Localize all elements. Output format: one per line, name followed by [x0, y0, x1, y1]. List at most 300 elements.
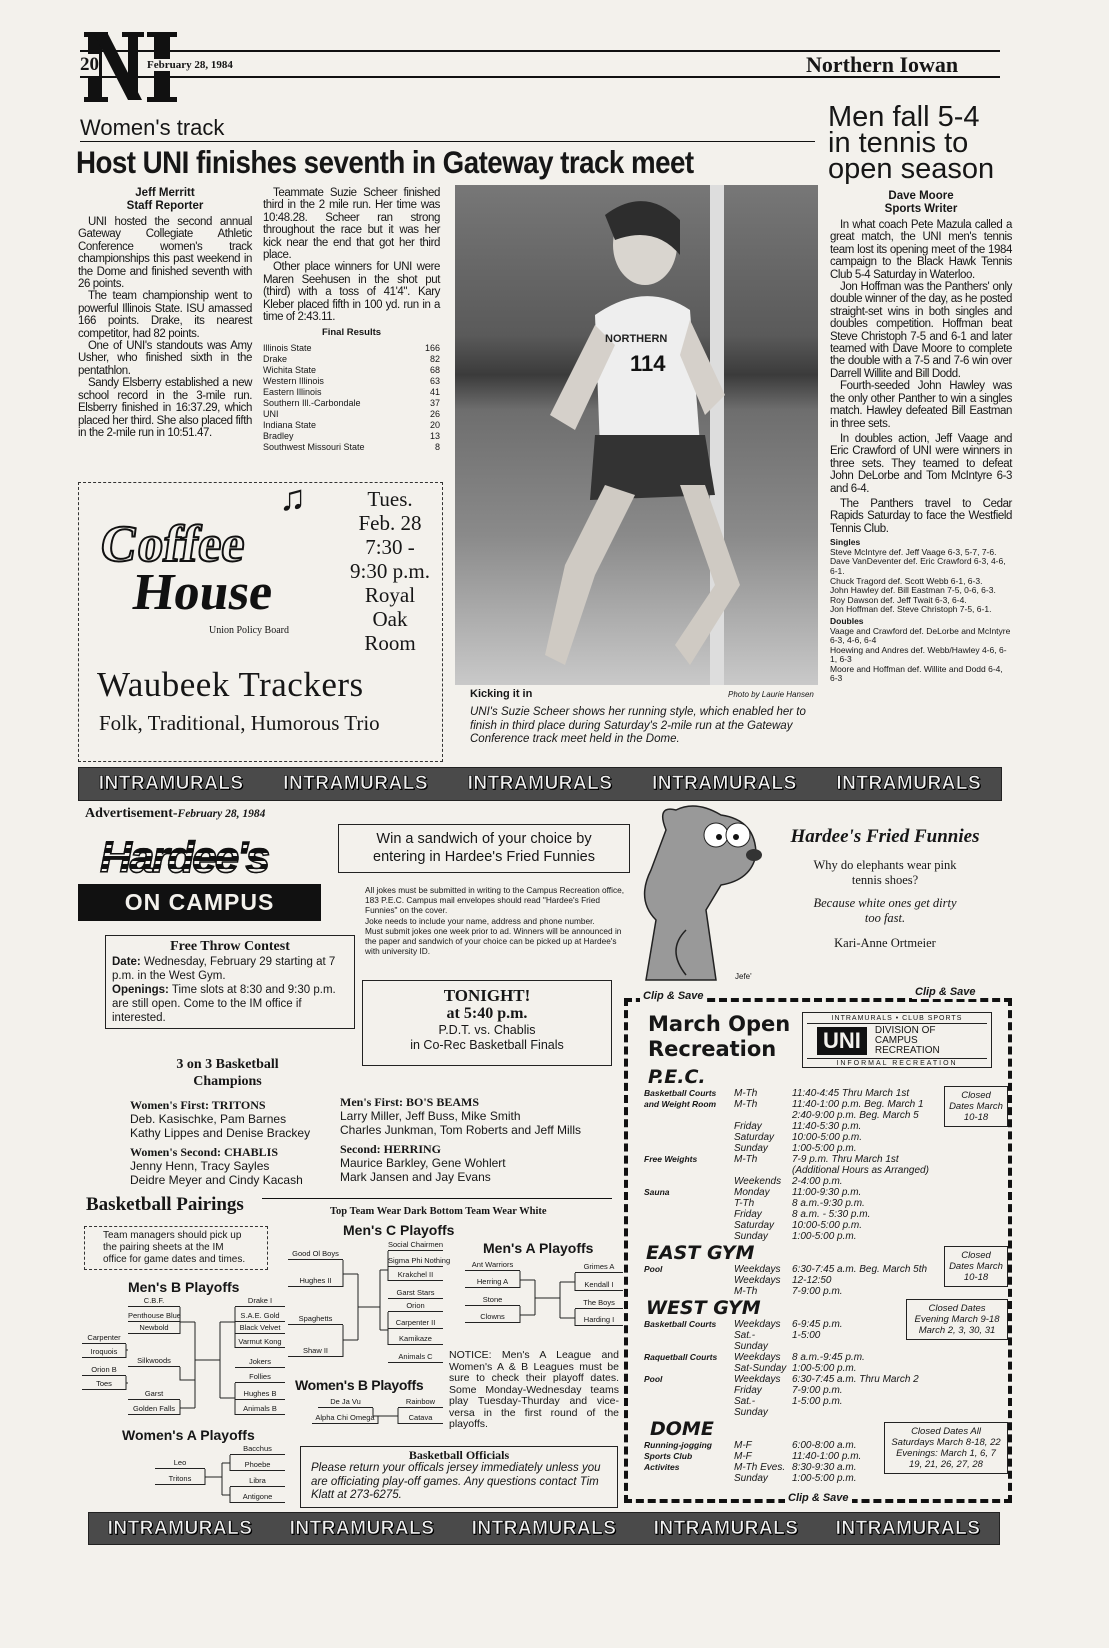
schedule-row: [644, 1209, 941, 1220]
result-row: [263, 387, 440, 398]
win-sandwich-box: Win a sandwich of your choice by entering in Hardee's Fried Funnies: [338, 824, 630, 873]
bracket-team: Follies: [235, 1372, 285, 1383]
days: M-Th Eves.: [734, 1462, 786, 1473]
days: Sunday: [734, 1473, 768, 1484]
tonight-where: in Co-Rec Basketball Finals: [410, 1038, 564, 1052]
mens-a-title: Men's A Playoffs: [483, 1240, 594, 1256]
hours: 7-9 p.m. Thru March 1st (Additional Hours as Arranged): [792, 1154, 929, 1176]
performer-description: Folk, Traditional, Humorous Trio: [99, 711, 380, 735]
bracket-team: Rainbow: [398, 1397, 443, 1408]
paragraph: The team championship went to powerful Illinois State. ISU amassed 166 points. Drake, its nearest competitor, had 82 points.: [78, 290, 252, 340]
bracket-team: Phoebe: [230, 1460, 285, 1471]
bracket-team: Good Ol Boys: [288, 1249, 343, 1260]
womens-champions: [130, 1098, 310, 1187]
hours: 6-9:45 p.m.: [792, 1319, 843, 1330]
logo-bottom: INFORMAL RECREATION: [807, 1058, 987, 1068]
free-throw-openings: Openings: Time slots at 8:30 and 9:30 p.m. are still open. Come to the IM office if interested.: [112, 984, 336, 1024]
team-name: Wichita State: [263, 364, 317, 375]
pink-panther-cartoon: [626, 800, 776, 985]
hours: 1:00-5:00 p.m.: [792, 1143, 857, 1154]
match-result: Hoewing and Andres def. Webb/Hawley 4-6, 6-1, 6-3: [830, 644, 1007, 665]
match-result: Vaage and Crawford def. DeLorbe and McIntyre 6-3, 4-6, 6-4: [830, 625, 1011, 646]
photo-title: Kicking it in: [470, 688, 533, 700]
result-row: [263, 409, 440, 420]
paragraph: Sandy Elsberry established a new school record in the 3-mile run. Elsberry finished in 16:37.29, which placed her third. She also placed fifth in the 2-mile run in 10:51.47.: [78, 377, 252, 439]
paragraph: In doubles action, Jeff Vaage and Eric Crawford of UNI were winners in three sets. They teamed to defeat John DeLorbe and Tom McIntyre 6-3 and 6-4.: [830, 432, 1012, 495]
tonight-match: P.D.T. vs. Chablis: [438, 1023, 536, 1037]
runner-figure: [455, 185, 818, 685]
match-result: Steve McIntyre def. Jeff Vaage 6-3, 5-7, 7-6.: [830, 546, 997, 557]
hours: 6:30-7:45 a.m. Beg. March 5th: [792, 1264, 928, 1275]
schedule-row: [644, 1154, 941, 1176]
bracket-team: Hughes B: [235, 1389, 285, 1400]
days: Friday: [734, 1209, 762, 1220]
intramurals-banner: [78, 767, 1002, 801]
dome-title: DOME: [650, 1418, 714, 1440]
champion-names: Mark Jansen and Jay Evans: [340, 1170, 491, 1184]
schedule-row: [644, 1264, 941, 1275]
clip-save-label: Clip & Save: [785, 1492, 852, 1505]
author: Jeff Merritt: [135, 187, 195, 199]
champion-heading: Second: HERRING: [340, 1142, 442, 1156]
joke-question: Why do elephants wear pink tennis shoes?: [813, 858, 957, 887]
results-title: Final Results: [321, 327, 382, 339]
bracket-team: Catava: [398, 1413, 443, 1424]
banner-word: INTRAMURALS: [835, 1517, 981, 1539]
mens-champions: [340, 1095, 581, 1184]
music-note-icon: ♫: [279, 477, 306, 518]
facility: Pool: [644, 1264, 663, 1274]
runner-photo: [455, 185, 818, 685]
schedule-row: [644, 1374, 941, 1385]
days: Weekdays: [734, 1352, 781, 1363]
hours: 6:30-7:45 a.m. Thru March 2: [792, 1374, 919, 1385]
team-points: 41: [429, 386, 440, 397]
free-throw-date: Date: Wednesday, February 29 starting at 7 p.m. in the West Gym.: [112, 956, 336, 982]
officials-text: Please return your officals jersey immediately unless you are officiating play-off games. Any questions contact Tim Klatt at 273-6275.: [311, 1462, 601, 1501]
schedule-row: [644, 1099, 941, 1110]
joke-answer: Because white ones get dirty too fast.: [813, 896, 957, 925]
result-row: [263, 442, 440, 453]
paragraph: Jon Hoffman was the Panthers' only double winner of the day, as he posted straight-set wins in both singles and doubles competition. Hoffman beat Steve Christoph 7-5 and 6-1 and later teamed with Dave Moore to complete the double with a 7-5 and 7-6 win over Darrell Willite and Bill Dodd.: [830, 281, 1012, 380]
joke-author: Kari-Anne Ortmeier: [834, 936, 936, 950]
schedule-row: [644, 1220, 941, 1231]
shirt-text: NORTHERN: [605, 333, 668, 345]
schedule-row: [644, 1143, 941, 1154]
author-role: Sports Writer: [884, 203, 958, 215]
bracket-team: Iroquois: [82, 1347, 126, 1358]
logo-top: INTRAMURALS • CLUB SPORTS: [807, 1014, 987, 1024]
hours: 12-12:50: [792, 1275, 832, 1286]
champion-names: Jenny Henn, Tracy Sayles: [130, 1159, 270, 1173]
days: Monday: [734, 1187, 770, 1198]
pec-closed: Closed Dates March 10-18: [944, 1086, 1008, 1127]
match-result: John Hawley def. Bill Eastman 7-5, 0-6, 6-3.: [830, 585, 996, 596]
team-points: 68: [429, 364, 440, 375]
schedule-row: [644, 1352, 941, 1363]
days: Sunday: [734, 1231, 768, 1242]
hours: 7-9:00 p.m.: [792, 1385, 843, 1396]
facility: Raquetball Courts: [644, 1352, 718, 1362]
bracket-team: Antigone: [230, 1492, 285, 1503]
playoff-notice: NOTICE: Men's A League and Women's A & B Leagues must be sure to check their playoff dates. Some Monday-Wednesday teams play Tuesday-Thurday and vice-versa in the first round of the playoffs.: [449, 1349, 619, 1430]
bracket-team: Stone: [465, 1295, 520, 1306]
champion-names: Larry Miller, Jeff Buss, Mike Smith: [340, 1109, 521, 1123]
on-campus-bar: ON CAMPUS: [78, 884, 321, 921]
photo-caption: UNI's Suzie Scheer shows her running style, which enabled her to finish in third place during Saturday's 2-mile run at the Gateway Conference track meet held in the Dome.: [470, 706, 806, 745]
hours: 11:40-1:00 p.m. Beg. March 1: [792, 1099, 924, 1110]
schedule-row: [644, 1396, 941, 1418]
uni-mark: UNI: [817, 1027, 867, 1055]
clip-save-label: Clip & Save: [640, 990, 707, 1003]
facility: Basketball Courts: [644, 1088, 717, 1098]
bracket-team: Jokers: [235, 1357, 285, 1368]
facility: [644, 1110, 734, 1121]
schedule-line: 9:30 p.m.: [350, 559, 430, 583]
banner-word: INTRAMURALS: [471, 1517, 617, 1539]
facility: Sports Club: [644, 1451, 693, 1461]
bracket-team: Libra: [230, 1476, 285, 1487]
bracket-team: Harding I: [575, 1315, 623, 1326]
days: Weekends: [734, 1176, 782, 1187]
bracket-team: Toes: [82, 1379, 126, 1390]
bracket-team: Grimes A: [575, 1262, 623, 1273]
team-name: Bradley: [263, 430, 294, 441]
sponsor: Union Policy Board: [209, 625, 289, 636]
bracket-team: Alpha Chi Omega: [312, 1413, 378, 1424]
champion-names: Charles Junkman, Tom Roberts and Jeff Mills: [340, 1123, 581, 1137]
days: M-F: [734, 1451, 752, 1462]
logo-line: House: [129, 564, 277, 621]
east-closed: Closed Dates March 10-18: [944, 1246, 1008, 1287]
champions-title: 3 on 3 Basketball Champions: [176, 1057, 279, 1089]
days: [734, 1110, 792, 1121]
logo-line: CAMPUS: [874, 1035, 918, 1046]
days: Weekdays: [734, 1374, 781, 1385]
hardees-wordmark: Hardee's: [78, 832, 321, 884]
pairings-rule: [262, 1198, 612, 1199]
officials-title: Basketball Officials: [408, 1448, 510, 1462]
schedule-row: [644, 1088, 941, 1099]
days: Sat-Sunday: [734, 1363, 787, 1374]
schedule-row: [644, 1319, 941, 1330]
schedule-row: [644, 1198, 941, 1209]
rule-item: Joke needs to include your name, address and phone number.: [365, 915, 595, 926]
facility: [644, 1385, 734, 1396]
hours: 11:40-1:00 p.m.: [792, 1451, 862, 1462]
pairings-note: Team managers should pick up the pairing sheets at the IM office for game dates and times.: [84, 1226, 268, 1270]
headline-line: in tennis to: [828, 127, 969, 159]
banner-word: INTRAMURALS: [836, 773, 982, 794]
hours: 11:40-4:45 Thru March 1st: [792, 1088, 910, 1099]
banner-word: INTRAMURALS: [651, 773, 797, 794]
logo-line: DIVISION OF: [874, 1025, 936, 1036]
tonight-time: at 5:40 p.m.: [446, 1005, 528, 1022]
result-row: [263, 365, 440, 376]
team-points: 63: [429, 375, 440, 386]
west-gym-section: [644, 1297, 1008, 1418]
result-row: [263, 431, 440, 442]
schedule-row: [644, 1275, 941, 1286]
facility: [644, 1121, 734, 1132]
logo-line: Coffee: [96, 516, 249, 573]
rule-item: All jokes must be submitted in writing to the Campus Recreation office, 183 P.E.C. Campus mail envelopes should read "Hardee's Fried Funnies" on the cover.: [365, 885, 625, 916]
recreation-title: March Open Recreation: [648, 1012, 791, 1061]
match-result: Roy Dawson def. Jeff Twait 6-3, 6-4.: [830, 594, 967, 605]
bracket-team: Animals B: [235, 1404, 285, 1415]
tonight-box: [362, 980, 612, 1066]
hours: 7-9:00 p.m.: [792, 1286, 843, 1297]
dome-section: [644, 1418, 1008, 1484]
result-row: [263, 343, 440, 354]
issue-date: February 28, 1984: [144, 59, 236, 71]
paragraph: The Panthers travel to Cedar Rapids Saturday to face the Westfield Tennis Club.: [830, 497, 1012, 535]
bracket-team: Golden Falls: [128, 1404, 180, 1415]
team-name: Southern Ill.-Carbondale: [263, 397, 361, 408]
page-number: 20: [80, 54, 99, 75]
hours: 11:40-5:30 p.m.: [792, 1121, 862, 1132]
bracket-team: Animals C: [388, 1352, 443, 1363]
mens-c-title: Men's C Playoffs: [343, 1222, 455, 1238]
schedule-row: [644, 1176, 941, 1187]
track-column-1: [78, 187, 252, 439]
bracket-team: Sigma Phi Nothing: [388, 1256, 451, 1265]
headline-line: open season: [828, 153, 995, 185]
bracket-team: S.A.E. Gold: [235, 1311, 285, 1322]
bib-number: 114: [630, 351, 666, 376]
team-name: UNI: [263, 408, 279, 419]
facility: [644, 1275, 734, 1286]
facility: [644, 1231, 734, 1242]
clip-save-label: Clip & Save: [912, 986, 979, 999]
hours: 10:00-5:00 p.m.: [792, 1220, 863, 1231]
schedule-row: [644, 1132, 941, 1143]
bracket-team: Drake I: [235, 1296, 285, 1307]
cartoon-signature: Jefe': [735, 972, 752, 981]
banner-word: INTRAMURALS: [98, 773, 244, 794]
ad-date: February 28, 1984: [177, 808, 266, 820]
bracket-team: Kendall I: [575, 1280, 623, 1291]
result-row: [263, 376, 440, 387]
days: Saturday: [734, 1132, 775, 1143]
schedule-row: [644, 1330, 941, 1352]
hours: 8 a.m.-9:30 p.m.: [792, 1198, 865, 1209]
hours: 1:00-5:00 p.m.: [792, 1231, 857, 1242]
facility: [644, 1473, 734, 1484]
funnies-title: Hardee's Fried Funnies: [790, 826, 980, 847]
bracket-team: Carpenter II: [388, 1318, 443, 1329]
hours: 1-5:00 p.m.: [792, 1396, 843, 1407]
hours: 10:00-5:00 p.m.: [792, 1132, 863, 1143]
east-gym-schedule: [644, 1264, 941, 1297]
facility: [644, 1396, 734, 1418]
section-kicker: Women's track: [80, 115, 225, 140]
author-role: Staff Reporter: [126, 200, 204, 212]
team-points: 37: [429, 397, 440, 408]
logo-line: RECREATION: [874, 1045, 940, 1056]
team-name: Southwest Missouri State: [263, 441, 365, 452]
schedule-row: [644, 1385, 941, 1396]
team-points: 82: [429, 353, 440, 364]
schedule-line: Feb. 28: [358, 511, 422, 535]
hours: 8 a.m.-9:45 p.m.: [792, 1352, 865, 1363]
schedule-row: [644, 1187, 941, 1198]
facility: [644, 1143, 734, 1154]
match-result: Jon Hoffman def. Steve Christoph 7-5, 6-1.: [830, 604, 992, 615]
hours: 1:00-5:00 p.m.: [792, 1473, 857, 1484]
schedule-line: Oak: [372, 607, 408, 631]
banner-word: INTRAMURALS: [653, 1517, 799, 1539]
paragraph: Teammate Suzie Scheer finished third in the 2 mile run. Her time was 10:48.28. Scheer ran strong throughout the race but it was her kick near the end that got her third place.: [263, 187, 440, 262]
facility: and Weight Room: [644, 1099, 717, 1109]
paragraph: Other place winners for UNI were Maren Seehusen in the shot put (third) with a toss of 41'4". Kary Kleber placed fifth in 100 yd. run in a time of 2:43.11.: [263, 261, 440, 324]
schedule-line: 7:30 -: [365, 535, 415, 559]
singles-list: [830, 548, 1012, 615]
contest-rules: [365, 885, 627, 956]
coffee-house-ad: [78, 477, 443, 762]
wear-note: Top Team Wear Dark Bottom Team Wear White: [330, 1206, 547, 1217]
hours: 2:40-9:00 p.m. Beg. March 5: [792, 1110, 919, 1121]
photo-credit: Photo by Laurie Hansen: [728, 690, 814, 699]
facility: [644, 1176, 734, 1187]
team-name: Eastern Illinois: [263, 386, 322, 397]
rule-item: Must submit jokes one week prior to ad. Winners will be announced in the paper and sandwich of your choice can be picked up at Hardee's with university ID.: [365, 925, 622, 957]
headline-line: Men fall 5-4: [828, 101, 980, 133]
team-points: 26: [429, 408, 440, 419]
kicker-rule: [80, 141, 815, 142]
doubles-title: Doubles: [830, 615, 864, 626]
champion-heading: Men's First: BO'S BEAMS: [340, 1095, 480, 1109]
bracket-team: Newbold: [128, 1323, 180, 1334]
free-throw-title: Free Throw Contest: [170, 939, 290, 954]
days: M-Th: [734, 1286, 758, 1297]
bracket-team: Herring A: [465, 1277, 520, 1288]
hours: 6:00-8:00 a.m.: [792, 1440, 857, 1451]
team-points: 166: [424, 342, 440, 353]
hours: 1-5:00: [792, 1330, 821, 1341]
paragraph: Fourth-seeded John Hawley was the only other Panther to win a singles match. Hawley defeated Bill Eastman in three sets.: [830, 380, 1012, 430]
team-name: Illinois State: [263, 342, 312, 353]
facility: Free Weights: [644, 1154, 698, 1164]
match-result: Chuck Tragord def. Scott Webb 6-1, 6-3.: [830, 575, 983, 586]
team-name: Western Illinois: [263, 375, 324, 386]
singles-title: Singles: [830, 537, 861, 548]
facility: Basketball Courts: [644, 1319, 717, 1329]
result-row: [263, 420, 440, 431]
champion-heading: Women's Second: CHABLIS: [130, 1145, 279, 1159]
pec-schedule: [644, 1088, 941, 1242]
hours: 2-4:00 p.m.: [792, 1176, 843, 1187]
champion-heading: Women's First: TRITONS: [130, 1098, 266, 1112]
team-name: Drake: [263, 353, 288, 364]
team-points: 13: [429, 430, 440, 441]
schedule-row: [644, 1286, 941, 1297]
ad-label-text: Advertisement-: [85, 806, 178, 821]
schedule-row: [644, 1363, 941, 1374]
bracket-team: Spaghetts: [288, 1314, 343, 1325]
days: M-Th: [734, 1099, 758, 1110]
days: M-Th: [734, 1088, 758, 1099]
bracket-team: Ant Warriors: [465, 1260, 520, 1271]
track-column-2: [263, 187, 440, 453]
facility: [644, 1209, 734, 1220]
pec-title: P.E.C.: [648, 1066, 706, 1088]
west-gym-schedule: [644, 1319, 941, 1418]
paragraph: In what coach Pete Mazula called a great match, the UNI men's tennis team lost its opening meet of the 1984 campaign to the Black Hawk Tennis Club 5-4 Saturday in Waterloo.: [830, 219, 1012, 281]
days: Sat.-Sunday: [734, 1330, 768, 1352]
days: Sunday: [734, 1143, 768, 1154]
paper-name: Northern Iowan: [806, 52, 959, 77]
author: Dave Moore: [888, 190, 954, 202]
paragraph: One of UNI's standouts was Amy Usher, who finished sixth in the pentathlon.: [78, 340, 252, 377]
uni-campus-rec-logo: [802, 1012, 992, 1068]
days: Friday: [734, 1385, 762, 1396]
event-schedule: [339, 487, 441, 655]
banner-word: INTRAMURALS: [283, 773, 428, 794]
team-name: Indiana State: [263, 419, 317, 430]
facility: [644, 1286, 734, 1297]
facility: Activites: [644, 1462, 680, 1472]
bracket-team: Varmut Kong: [235, 1337, 285, 1348]
schedule-row: [644, 1473, 941, 1484]
ad-label: [85, 806, 265, 822]
schedule-row: [644, 1110, 941, 1121]
champion-names: Deidre Meyer and Cindy Kacash: [130, 1173, 303, 1187]
bracket-team: Shaw II: [288, 1346, 343, 1357]
banner-word: INTRAMURALS: [467, 773, 613, 794]
hours: 8:30-9:30 a.m.: [792, 1462, 857, 1473]
team-points: 8: [434, 441, 440, 452]
west-closed: Closed Dates Evening March 9-18 March 2, 3, 30, 31: [906, 1299, 1008, 1340]
facility: Sauna: [644, 1187, 670, 1197]
track-headline: Host UNI finishes seventh in Gateway track meet: [76, 144, 694, 180]
banner-word: INTRAMURALS: [107, 1517, 253, 1539]
tennis-headline: [828, 101, 995, 185]
facility: [644, 1198, 734, 1209]
banner-word: INTRAMURALS: [289, 1517, 435, 1539]
facility: [644, 1330, 734, 1352]
coffee-logo: [80, 516, 282, 621]
champion-names: Deb. Kasischke, Pam Barnes: [130, 1112, 287, 1126]
schedule-row: [644, 1121, 941, 1132]
bracket-team: Garst: [128, 1389, 180, 1400]
bracket-team: Kamikaze: [388, 1334, 443, 1345]
schedule-line: Tues.: [367, 487, 413, 511]
east-gym-section: [644, 1242, 1008, 1297]
pairings-title: Basketball Pairings: [86, 1194, 244, 1215]
days: Sat.-Sunday: [734, 1396, 768, 1418]
schedule-line: Royal: [364, 583, 416, 607]
mens-b-title: Men's B Playoffs: [128, 1279, 240, 1295]
officials-box: [300, 1446, 618, 1508]
east-gym-title: EAST GYM: [646, 1242, 755, 1264]
hardees-logo: [78, 832, 321, 925]
bracket-team: Orion: [388, 1301, 443, 1312]
result-row: [263, 354, 440, 365]
west-gym-title: WEST GYM: [646, 1297, 761, 1319]
facility: [644, 1363, 734, 1374]
days: M-Th: [734, 1154, 758, 1165]
bracket-team: C.B.F.: [128, 1296, 180, 1307]
days: Saturday: [734, 1220, 775, 1231]
results-table: [263, 343, 440, 453]
facility: [644, 1132, 734, 1143]
match-result: Dave VanDeventer def. Eric Crawford 6-3, 4-6, 6-1.: [830, 556, 1006, 576]
bracket-team: De Ja Vu: [318, 1397, 373, 1408]
bracket-team: Silkwoods: [128, 1356, 180, 1367]
dome-closed: Closed Dates All Saturdays March 8-18, 22 Evenings: March 1, 6, 7 19, 21, 26, 27, 28: [884, 1422, 1008, 1474]
bracket-team: Clowns: [465, 1312, 520, 1323]
